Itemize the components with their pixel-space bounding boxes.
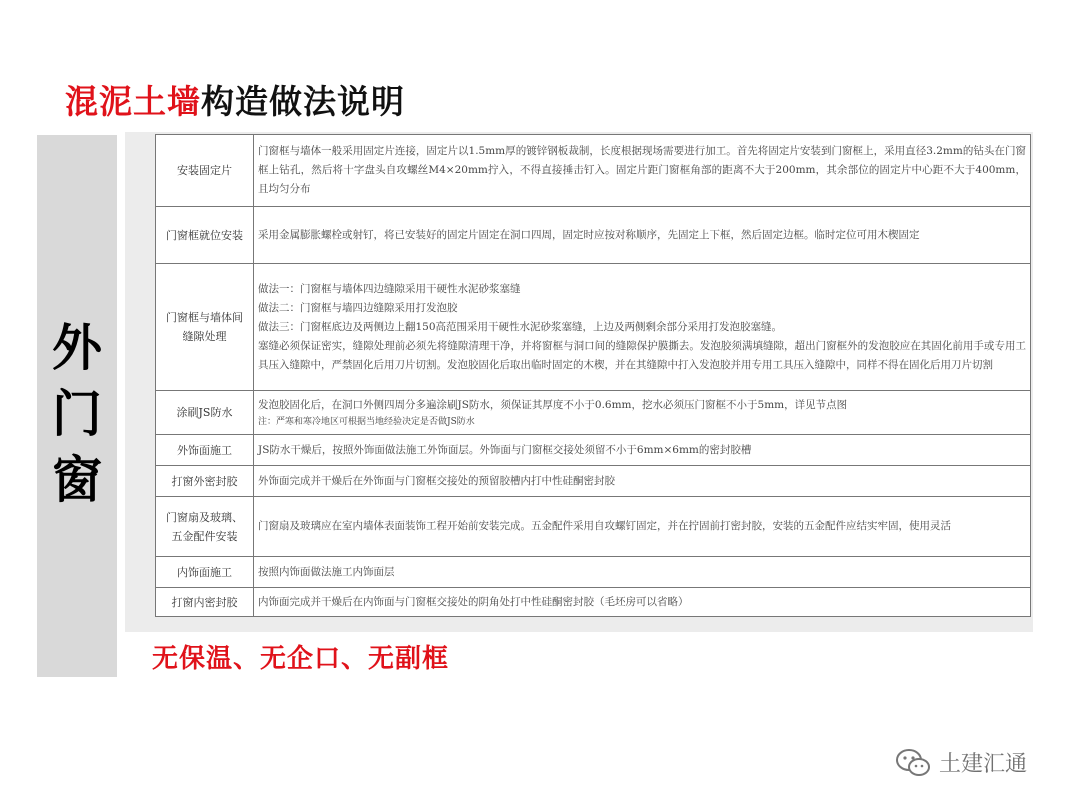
- row-label: [156, 207, 254, 264]
- table-row: [156, 466, 1031, 497]
- sidebar-char: 外: [52, 319, 102, 377]
- row-content: [254, 264, 1031, 391]
- row-label-line: 打窗外密封胶: [171, 474, 238, 488]
- row-content-line: 塞缝必须保证密实，缝隙处理前必须先将缝隙清理干净，并将窗框与洞口间的缝隙保护膜撕去。发泡胶须满填缝隙，超出门窗框外的发泡胶应在其固化前用手或专用工具压入缝隙中，严禁固化后用刀片切割。发泡胶固化后取出临时固定的木楔，并在其缝隙中打入发泡胶并用专用工具压入缝隙中，同样不得在固化后用刀片切割: [258, 339, 1026, 371]
- row-label: [156, 557, 254, 588]
- row-content: [254, 557, 1031, 588]
- row-label-line: 五金配件安装: [171, 529, 238, 543]
- row-label-line: 门窗框与墙体间: [166, 311, 243, 324]
- sidebar-vertical-title: [37, 315, 117, 513]
- row-content: [254, 588, 1031, 617]
- row-content-line: 门窗框与墙体一般采用固定片连接，固定片以1.5mm厚的镀锌钢板裁制，长度根据现场需要进行加工。首先将固定片安装到门窗框上，采用直径3.2mm的钻头在门窗框上钻孔，然后将十字盘头自攻螺丝M4×20mm拧入，不得直接捶击钉入。固定片距门窗框角部的距离不大于200mm，其余部位的固定片中心距不大于400mm，且均匀分布: [258, 145, 1026, 195]
- row-label: [156, 264, 254, 391]
- table-row: [156, 435, 1031, 466]
- page-title: [65, 76, 405, 123]
- table-row: [156, 588, 1031, 617]
- construction-table: [155, 134, 1031, 617]
- wechat-icon: [895, 748, 931, 778]
- row-content-line: 采用金属膨胀螺栓或射钉，将已安装好的固定片固定在洞口四周，固定时应按对称顺序，先固定上下框，然后固定边框。临时定位可用木楔固定: [258, 228, 920, 241]
- title-rest: 构造做法说明: [201, 82, 405, 121]
- row-label-line: 门窗扇及玻璃、: [166, 510, 243, 524]
- row-content: [254, 466, 1031, 497]
- row-content: [254, 391, 1031, 435]
- row-label: [156, 435, 254, 466]
- table-row: [156, 264, 1031, 391]
- row-content: [254, 435, 1031, 466]
- sidebar-char: 窗: [52, 451, 102, 509]
- row-content-line: 做法一：门窗框与墙体四边缝隙采用干硬性水泥砂浆塞缝: [258, 282, 521, 295]
- row-label-line: 打窗内密封胶: [171, 595, 238, 609]
- row-label: [156, 588, 254, 617]
- row-label: [156, 391, 254, 435]
- row-content-line: JS防水干燥后，按照外饰面做法施工外饰面层。外饰面与门窗框交接处须留不小于6mm×6mm的密封胶槽: [258, 443, 752, 456]
- row-note: 注：严寒和寒冷地区可根据当地经验决定是否做JS防水: [258, 416, 475, 427]
- row-content-line: 外饰面完成并干燥后在外饰面与门窗框交接处的预留胶槽内打中性硅酮密封胶: [258, 474, 615, 487]
- row-content: [254, 497, 1031, 557]
- row-label-line: 门窗框就位安装: [166, 228, 243, 242]
- row-label-line: 内饰面施工: [177, 565, 232, 579]
- row-label: [156, 497, 254, 557]
- row-content: [254, 135, 1031, 207]
- table-row: [156, 557, 1031, 588]
- watermark-text: 土建汇通: [939, 752, 1028, 777]
- table-row: [156, 497, 1031, 557]
- row-label: [156, 135, 254, 207]
- section-sidebar: [37, 135, 117, 677]
- row-content: [254, 207, 1031, 264]
- row-content-line: 门窗扇及玻璃应在室内墙体表面装饰工程开始前安装完成。五金配件采用自攻螺钉固定，并在拧固前打密封胶，安装的五金配件应结实牢固，使用灵活: [258, 520, 951, 532]
- row-content-line: 做法二：门窗框与墙四边缝隙采用打发泡胶: [258, 301, 458, 314]
- table-row: [156, 207, 1031, 264]
- row-label-line: 外饰面施工: [177, 443, 232, 457]
- row-label-line: 涂刷JS防水: [176, 406, 233, 419]
- row-label-line: 缝隙处理: [182, 330, 227, 343]
- row-label-line: 安装固定片: [177, 164, 232, 177]
- sidebar-char: 门: [52, 385, 102, 443]
- row-content-line: 发泡胶固化后，在洞口外侧四周分多遍涂刷JS防水，须保证其厚度不小于0.6mm，挖水必须压门窗框不小于5mm，详见节点图: [258, 398, 848, 411]
- table-row: [156, 135, 1031, 207]
- table-row: [156, 391, 1031, 435]
- footer-note: 无保温、无企口、无副框: [152, 644, 450, 674]
- row-content-line: 做法三：门窗框底边及两侧边上翻150高范围采用干硬性水泥砂浆塞缝，上边及两侧剩余部分采用打发泡胶塞缝。: [258, 320, 783, 333]
- row-content-line: 按照内饰面做法施工内饰面层: [258, 565, 395, 578]
- title-highlight: 混泥土墙: [65, 82, 201, 121]
- watermark: [895, 747, 1027, 778]
- row-content-line: 内饰面完成并干燥后在内饰面与门窗框交接处的阴角处打中性硅酮密封胶（毛坯房可以省略）: [258, 595, 689, 608]
- row-label: [156, 466, 254, 497]
